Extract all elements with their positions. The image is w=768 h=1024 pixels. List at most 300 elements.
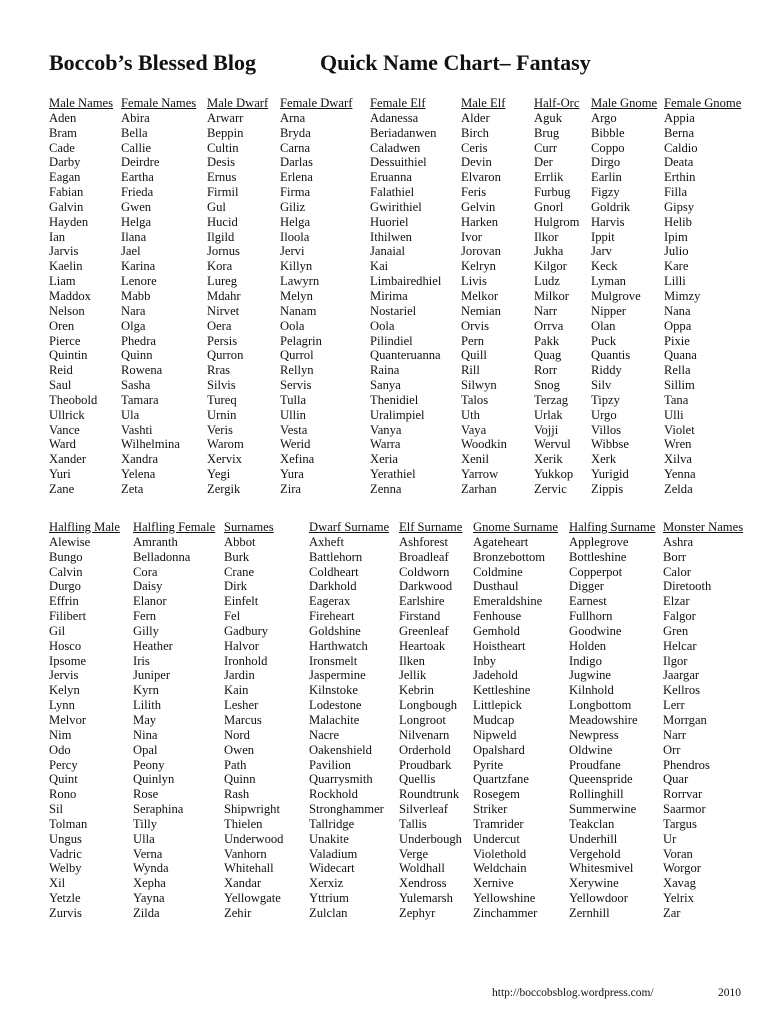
name-column-monster-names: [663, 520, 743, 921]
name-entry: Nanam: [280, 303, 317, 318]
name-entry: Burk: [224, 549, 250, 564]
name-entry: Yellowgate: [224, 891, 281, 906]
name-entry: Tallridge: [309, 816, 355, 831]
name-entry: Gwen: [121, 199, 152, 214]
name-entry: Elanor: [133, 594, 167, 609]
name-entry: Filla: [664, 185, 688, 200]
name-entry: Ula: [121, 407, 140, 422]
name-entry: Emeraldshine: [473, 594, 543, 609]
name-entry: Xefina: [280, 452, 315, 467]
name-entry: Sasha: [121, 378, 151, 393]
name-column-male-gnome: [591, 96, 657, 497]
name-entry: Iris: [133, 653, 150, 668]
name-entry: Keck: [591, 259, 618, 274]
name-entry: Lilith: [133, 698, 161, 713]
name-entry: Aguk: [534, 110, 562, 125]
name-entry: Fabian: [49, 185, 84, 200]
name-entry: Sanya: [370, 378, 401, 393]
name-entry: Targus: [663, 816, 697, 831]
name-entry: Durgo: [49, 579, 81, 594]
name-entry: Beppin: [207, 125, 244, 140]
name-entry: Eartha: [121, 170, 154, 185]
name-entry: Zar: [663, 905, 681, 920]
name-entry: Stronghammer: [309, 802, 384, 817]
column-heading: Male Gnome: [591, 96, 658, 110]
name-entry: Inby: [473, 653, 497, 668]
name-entry: Sillim: [664, 378, 695, 393]
name-entry: Jornus: [207, 244, 240, 259]
name-entry: Cade: [49, 140, 75, 155]
name-entry: Oldwine: [569, 742, 613, 757]
name-entry: Abira: [121, 110, 150, 125]
name-column-dwarf-surname: [309, 520, 389, 921]
footer-year: 2010: [718, 987, 741, 999]
name-entry: Liam: [49, 274, 76, 289]
name-entry: Erthin: [664, 170, 696, 185]
name-entry: Mdahr: [207, 288, 241, 303]
name-entry: Kaelin: [49, 259, 83, 274]
name-entry: Zehir: [224, 905, 252, 920]
name-entry: Effrin: [49, 594, 79, 609]
name-entry: Violet: [664, 422, 695, 437]
name-entry: Longbottom: [569, 698, 632, 713]
name-entry: Cultin: [207, 140, 239, 155]
name-entry: Nelson: [49, 303, 85, 318]
name-entry: Ernus: [207, 170, 237, 185]
name-entry: Mudcap: [473, 712, 515, 727]
name-entry: Widecart: [309, 861, 355, 876]
name-entry: Calvin: [49, 564, 83, 579]
name-entry: Agateheart: [473, 534, 529, 549]
name-entry: Eagan: [49, 170, 81, 185]
name-entry: Axheft: [309, 534, 344, 549]
name-entry: Nana: [664, 303, 691, 318]
name-entry: Figzy: [591, 185, 620, 200]
name-column-female-gnome: [664, 96, 741, 497]
name-entry: Tana: [664, 392, 689, 407]
column-heading: Surnames: [224, 520, 274, 534]
name-entry: Gemhold: [473, 623, 520, 638]
name-entry: Fel: [224, 609, 241, 624]
name-entry: Kelryn: [461, 259, 496, 274]
name-entry: Tamara: [121, 392, 159, 407]
name-entry: Kora: [207, 259, 233, 274]
name-entry: Yayna: [133, 891, 165, 906]
name-entry: Coldmine: [473, 564, 523, 579]
name-entry: Hucid: [207, 214, 238, 229]
name-entry: Villos: [591, 422, 622, 437]
name-entry: Bryda: [280, 125, 311, 140]
name-entry: Xerk: [591, 452, 617, 467]
name-entry: Ilgild: [207, 229, 235, 244]
name-entry: Appia: [664, 110, 695, 125]
name-entry: Zergik: [207, 481, 241, 496]
name-entry: Ironhold: [224, 653, 268, 668]
name-entry: Terzag: [534, 392, 569, 407]
name-entry: Werid: [280, 437, 311, 452]
name-entry: Berna: [664, 125, 695, 140]
name-entry: Saarmor: [663, 802, 706, 817]
name-entry: Darkwood: [399, 579, 453, 594]
name-entry: Oera: [207, 318, 232, 333]
name-entry: Jervi: [280, 244, 305, 259]
name-entry: Oren: [49, 318, 75, 333]
name-entry: Iloola: [280, 229, 310, 244]
name-entry: Ungus: [49, 831, 82, 846]
blog-title: Boccob’s Blessed Blog: [49, 50, 256, 75]
name-entry: Oakenshield: [309, 742, 372, 757]
name-entry: Broadleaf: [399, 549, 449, 564]
name-entry: Jaspermine: [309, 668, 366, 683]
name-entry: Worgor: [663, 861, 701, 876]
name-entry: Firmil: [207, 185, 239, 200]
column-heading: Male Elf: [461, 96, 506, 110]
name-entry: Ur: [663, 831, 677, 846]
name-entry: Yetzle: [49, 891, 81, 906]
name-entry: Darlas: [280, 155, 313, 170]
name-entry: Yuri: [49, 467, 71, 482]
name-entry: Lenore: [121, 274, 157, 289]
name-entry: Underhill: [569, 831, 618, 846]
name-entry: Fullhorn: [569, 609, 613, 624]
name-entry: Nemian: [461, 303, 501, 318]
name-entry: Arna: [280, 110, 306, 125]
name-entry: Einfelt: [224, 594, 259, 609]
name-entry: Xeria: [370, 452, 398, 467]
name-entry: Crane: [224, 564, 255, 579]
name-entry: Quinlyn: [133, 772, 175, 787]
name-column-female-elf: [370, 96, 441, 497]
name-entry: Desis: [207, 155, 235, 170]
name-entry: Mabb: [121, 288, 151, 303]
name-entry: Ceris: [461, 140, 488, 155]
column-heading: Gnome Surname: [473, 520, 558, 534]
name-entry: Ward: [49, 437, 76, 452]
column-heading: Female Dwarf: [280, 96, 353, 110]
name-entry: Earlshire: [399, 594, 445, 609]
name-entry: Gelvin: [461, 199, 496, 214]
name-column-half-orc: [534, 96, 579, 497]
name-entry: Zilda: [133, 905, 160, 920]
name-entry: Filibert: [49, 609, 87, 624]
name-entry: Lawyrn: [280, 274, 320, 289]
name-entry: Zervic: [534, 481, 567, 496]
name-entry: Longroot: [399, 712, 446, 727]
name-entry: Ipsome: [49, 653, 87, 668]
name-entry: Melyn: [280, 288, 313, 303]
name-entry: Weldchain: [473, 861, 527, 876]
name-entry: Oola: [280, 318, 305, 333]
name-entry: Limbairedhiel: [370, 274, 442, 289]
name-entry: Harthwatch: [309, 638, 368, 653]
name-entry: Vojji: [534, 422, 559, 437]
name-entry: Zarhan: [461, 481, 497, 496]
name-entry: Queenspride: [569, 772, 633, 787]
name-entry: Dirk: [224, 579, 248, 594]
name-entry: Quar: [663, 772, 689, 787]
name-entry: Longbough: [399, 698, 458, 713]
name-entry: Darkhold: [309, 579, 357, 594]
name-entry: Unakite: [309, 831, 349, 846]
name-entry: Voran: [663, 846, 693, 861]
name-entry: Yelrix: [663, 891, 694, 906]
name-entry: Ludz: [534, 274, 560, 289]
name-entry: Xerik: [534, 452, 563, 467]
name-entry: Rollinghill: [569, 787, 624, 802]
name-entry: Puck: [591, 333, 617, 348]
name-entry: Nim: [49, 727, 72, 742]
name-entry: Meadowshire: [569, 712, 638, 727]
name-entry: Vergehold: [569, 846, 621, 861]
name-entry: Rellyn: [280, 363, 314, 378]
name-entry: Zane: [49, 481, 75, 496]
name-entry: Kyrn: [133, 683, 159, 698]
name-entry: Verna: [133, 846, 163, 861]
name-entry: Opal: [133, 742, 158, 757]
name-entry: Bibble: [591, 125, 625, 140]
name-entry: Juniper: [133, 668, 171, 683]
name-entry: Pierce: [49, 333, 81, 348]
name-entry: Jaargar: [663, 668, 700, 683]
name-entry: Vadric: [49, 846, 82, 861]
name-entry: Rowena: [121, 363, 163, 378]
name-entry: Pyrite: [473, 757, 504, 772]
name-entry: Undercut: [473, 831, 520, 846]
name-entry: Quana: [664, 348, 697, 363]
name-entry: Bungo: [49, 549, 83, 564]
name-entry: Copperpot: [569, 564, 623, 579]
name-entry: Pakk: [534, 333, 560, 348]
name-entry: Urnin: [207, 407, 237, 422]
name-entry: Jarvis: [49, 244, 79, 259]
column-heading: Female Elf: [370, 96, 426, 110]
name-entry: Whitehall: [224, 861, 274, 876]
name-entry: Eruanna: [370, 170, 412, 185]
name-entry: Kelyn: [49, 683, 80, 698]
name-entry: Abbot: [224, 534, 256, 549]
chart-title: Quick Name Chart– Fantasy: [320, 50, 591, 75]
name-entry: Holden: [569, 638, 607, 653]
name-entry: Proudfane: [569, 757, 621, 772]
name-entry: Silverleaf: [399, 802, 448, 817]
name-entry: Jadehold: [473, 668, 518, 683]
name-entry: Pilindiel: [370, 333, 413, 348]
column-heading: Male Names: [49, 96, 113, 110]
name-entry: Quill: [461, 348, 487, 363]
name-entry: Owen: [224, 742, 255, 757]
name-entry: Whitesmivel: [569, 861, 634, 876]
name-entry: Narr: [534, 303, 558, 318]
name-entry: Brug: [534, 125, 560, 140]
name-entry: Jardin: [224, 668, 255, 683]
name-entry: Hulgrom: [534, 214, 580, 229]
name-entry: Talos: [461, 392, 489, 407]
name-entry: Nacre: [309, 727, 340, 742]
name-entry: Summerwine: [569, 802, 637, 817]
name-entry: Jorovan: [461, 244, 501, 259]
name-entry: Daisy: [133, 579, 163, 594]
name-entry: Yukkop: [534, 467, 574, 482]
name-entry: Yegi: [207, 467, 231, 482]
name-entry: Carna: [280, 140, 311, 155]
name-entry: Alewise: [49, 534, 91, 549]
name-entry: Phedra: [121, 333, 156, 348]
name-entry: Kilgor: [534, 259, 567, 274]
name-entry: Janaial: [370, 244, 405, 259]
name-column-female-names: [121, 96, 196, 497]
name-entry: Amranth: [133, 534, 178, 549]
name-entry: Newpress: [569, 727, 619, 742]
name-entry: Quartzfane: [473, 772, 529, 787]
name-entry: Tipzy: [591, 392, 620, 407]
name-column-halfing-surname: [569, 520, 655, 921]
name-entry: Cora: [133, 564, 158, 579]
name-entry: Nina: [133, 727, 158, 742]
name-entry: Maddox: [49, 288, 91, 303]
name-entry: Xandar: [224, 876, 262, 891]
name-entry: Argo: [591, 110, 617, 125]
name-entry: Fenhouse: [473, 609, 522, 624]
name-entry: Dessuithiel: [370, 155, 427, 170]
name-entry: Ullrick: [49, 407, 85, 422]
name-entry: Thielen: [224, 816, 263, 831]
name-entry: Goldshine: [309, 623, 361, 638]
name-entry: Wervul: [534, 437, 571, 452]
name-entry: Urlak: [534, 407, 563, 422]
name-entry: Helib: [664, 214, 692, 229]
name-entry: Theobold: [49, 392, 98, 407]
name-entry: Xendross: [399, 876, 447, 891]
name-entry: Kai: [370, 259, 389, 274]
name-entry: Tramrider: [473, 816, 524, 831]
name-entry: Greenleaf: [399, 623, 449, 638]
name-entry: Firma: [280, 185, 311, 200]
name-entry: Tulla: [280, 392, 307, 407]
name-entry: Applegrove: [569, 534, 629, 549]
name-entry: Xepha: [133, 876, 166, 891]
name-entry: Ilken: [399, 653, 425, 668]
name-entry: Elzar: [663, 594, 690, 609]
name-entry: Dirgo: [591, 155, 621, 170]
name-entry: Harken: [461, 214, 499, 229]
name-entry: Gipsy: [664, 199, 695, 214]
column-heading: Male Dwarf: [207, 96, 269, 110]
name-entry: Ippit: [591, 229, 615, 244]
name-entry: Ipim: [664, 229, 688, 244]
name-entry: Silv: [591, 378, 612, 393]
name-entry: Nipweld: [473, 727, 517, 742]
name-entry: Jarv: [591, 244, 612, 259]
name-entry: Jellik: [399, 668, 427, 683]
name-entry: Coldheart: [309, 564, 359, 579]
name-entry: Melkor: [461, 288, 499, 303]
footer-url: http://boccobsblog.wordpress.com/: [492, 987, 654, 999]
name-entry: Deata: [664, 155, 694, 170]
name-entry: Borr: [663, 549, 687, 564]
name-entry: Teakclan: [569, 816, 615, 831]
name-entry: Xenil: [461, 452, 489, 467]
name-entry: Quarrysmith: [309, 772, 373, 787]
name-entry: Gren: [663, 623, 689, 638]
name-entry: Warom: [207, 437, 244, 452]
name-entry: Jukha: [534, 244, 564, 259]
name-entry: Jugwine: [569, 668, 611, 683]
name-entry: Zenna: [370, 481, 402, 496]
name-entry: Earlin: [591, 170, 622, 185]
name-entry: Persis: [207, 333, 238, 348]
name-entry: Rella: [664, 363, 691, 378]
name-column-halfling-male: [49, 520, 120, 921]
name-entry: Underbough: [399, 831, 462, 846]
name-entry: Vaya: [461, 422, 487, 437]
name-entry: Kilnstoke: [309, 683, 358, 698]
name-entry: Fern: [133, 609, 157, 624]
name-entry: Kellros: [663, 683, 701, 698]
name-entry: Birch: [461, 125, 489, 140]
name-entry: Silwyn: [461, 378, 497, 393]
name-entry: Dusthaul: [473, 579, 519, 594]
name-entry: Furbug: [534, 185, 571, 200]
name-entry: Littlepick: [473, 698, 522, 713]
name-entry: Xavag: [663, 876, 696, 891]
name-entry: Malachite: [309, 712, 360, 727]
name-entry: Hoistheart: [473, 638, 526, 653]
name-entry: Ilgor: [663, 653, 688, 668]
name-entry: Nirvet: [207, 303, 240, 318]
name-entry: Pelagrin: [280, 333, 322, 348]
name-entry: Arwarr: [207, 110, 244, 125]
name-entry: Ulli: [664, 407, 684, 422]
name-entry: Ivor: [461, 229, 482, 244]
name-entry: Sil: [49, 802, 64, 817]
name-entry: Rose: [133, 787, 159, 802]
name-entry: Coppo: [591, 140, 625, 155]
name-entry: Mirima: [370, 288, 408, 303]
name-entry: Valadium: [309, 846, 358, 861]
name-entry: Rash: [224, 787, 250, 802]
name-entry: Nord: [224, 727, 250, 742]
name-entry: Yarrow: [461, 467, 499, 482]
name-entry: Uth: [461, 407, 480, 422]
name-entry: Quinn: [121, 348, 153, 363]
name-entry: Fireheart: [309, 609, 355, 624]
name-entry: Marcus: [224, 712, 262, 727]
name-entry: Harvis: [591, 214, 625, 229]
name-entry: Lodestone: [309, 698, 362, 713]
name-column-elf-surname: [399, 520, 462, 921]
name-entry: Nipper: [591, 303, 626, 318]
name-entry: Julio: [664, 244, 689, 259]
name-entry: Wibbse: [591, 437, 629, 452]
name-entry: Yelena: [121, 467, 156, 482]
name-entry: Orr: [663, 742, 681, 757]
name-entry: Xandra: [121, 452, 159, 467]
name-entry: Rockhold: [309, 787, 358, 802]
name-entry: Ian: [49, 229, 66, 244]
name-entry: Halvor: [224, 638, 259, 653]
name-entry: Tallis: [399, 816, 427, 831]
name-entry: Morrgan: [663, 712, 707, 727]
name-entry: Deirdre: [121, 155, 160, 170]
name-entry: Peony: [133, 757, 165, 772]
name-entry: Wynda: [133, 861, 169, 876]
name-entry: Erlena: [280, 170, 313, 185]
name-entry: Caldio: [664, 140, 698, 155]
name-entry: Zelda: [664, 481, 693, 496]
name-entry: Underwood: [224, 831, 284, 846]
name-entry: Frieda: [121, 185, 154, 200]
name-entry: Wilhelmina: [121, 437, 180, 452]
